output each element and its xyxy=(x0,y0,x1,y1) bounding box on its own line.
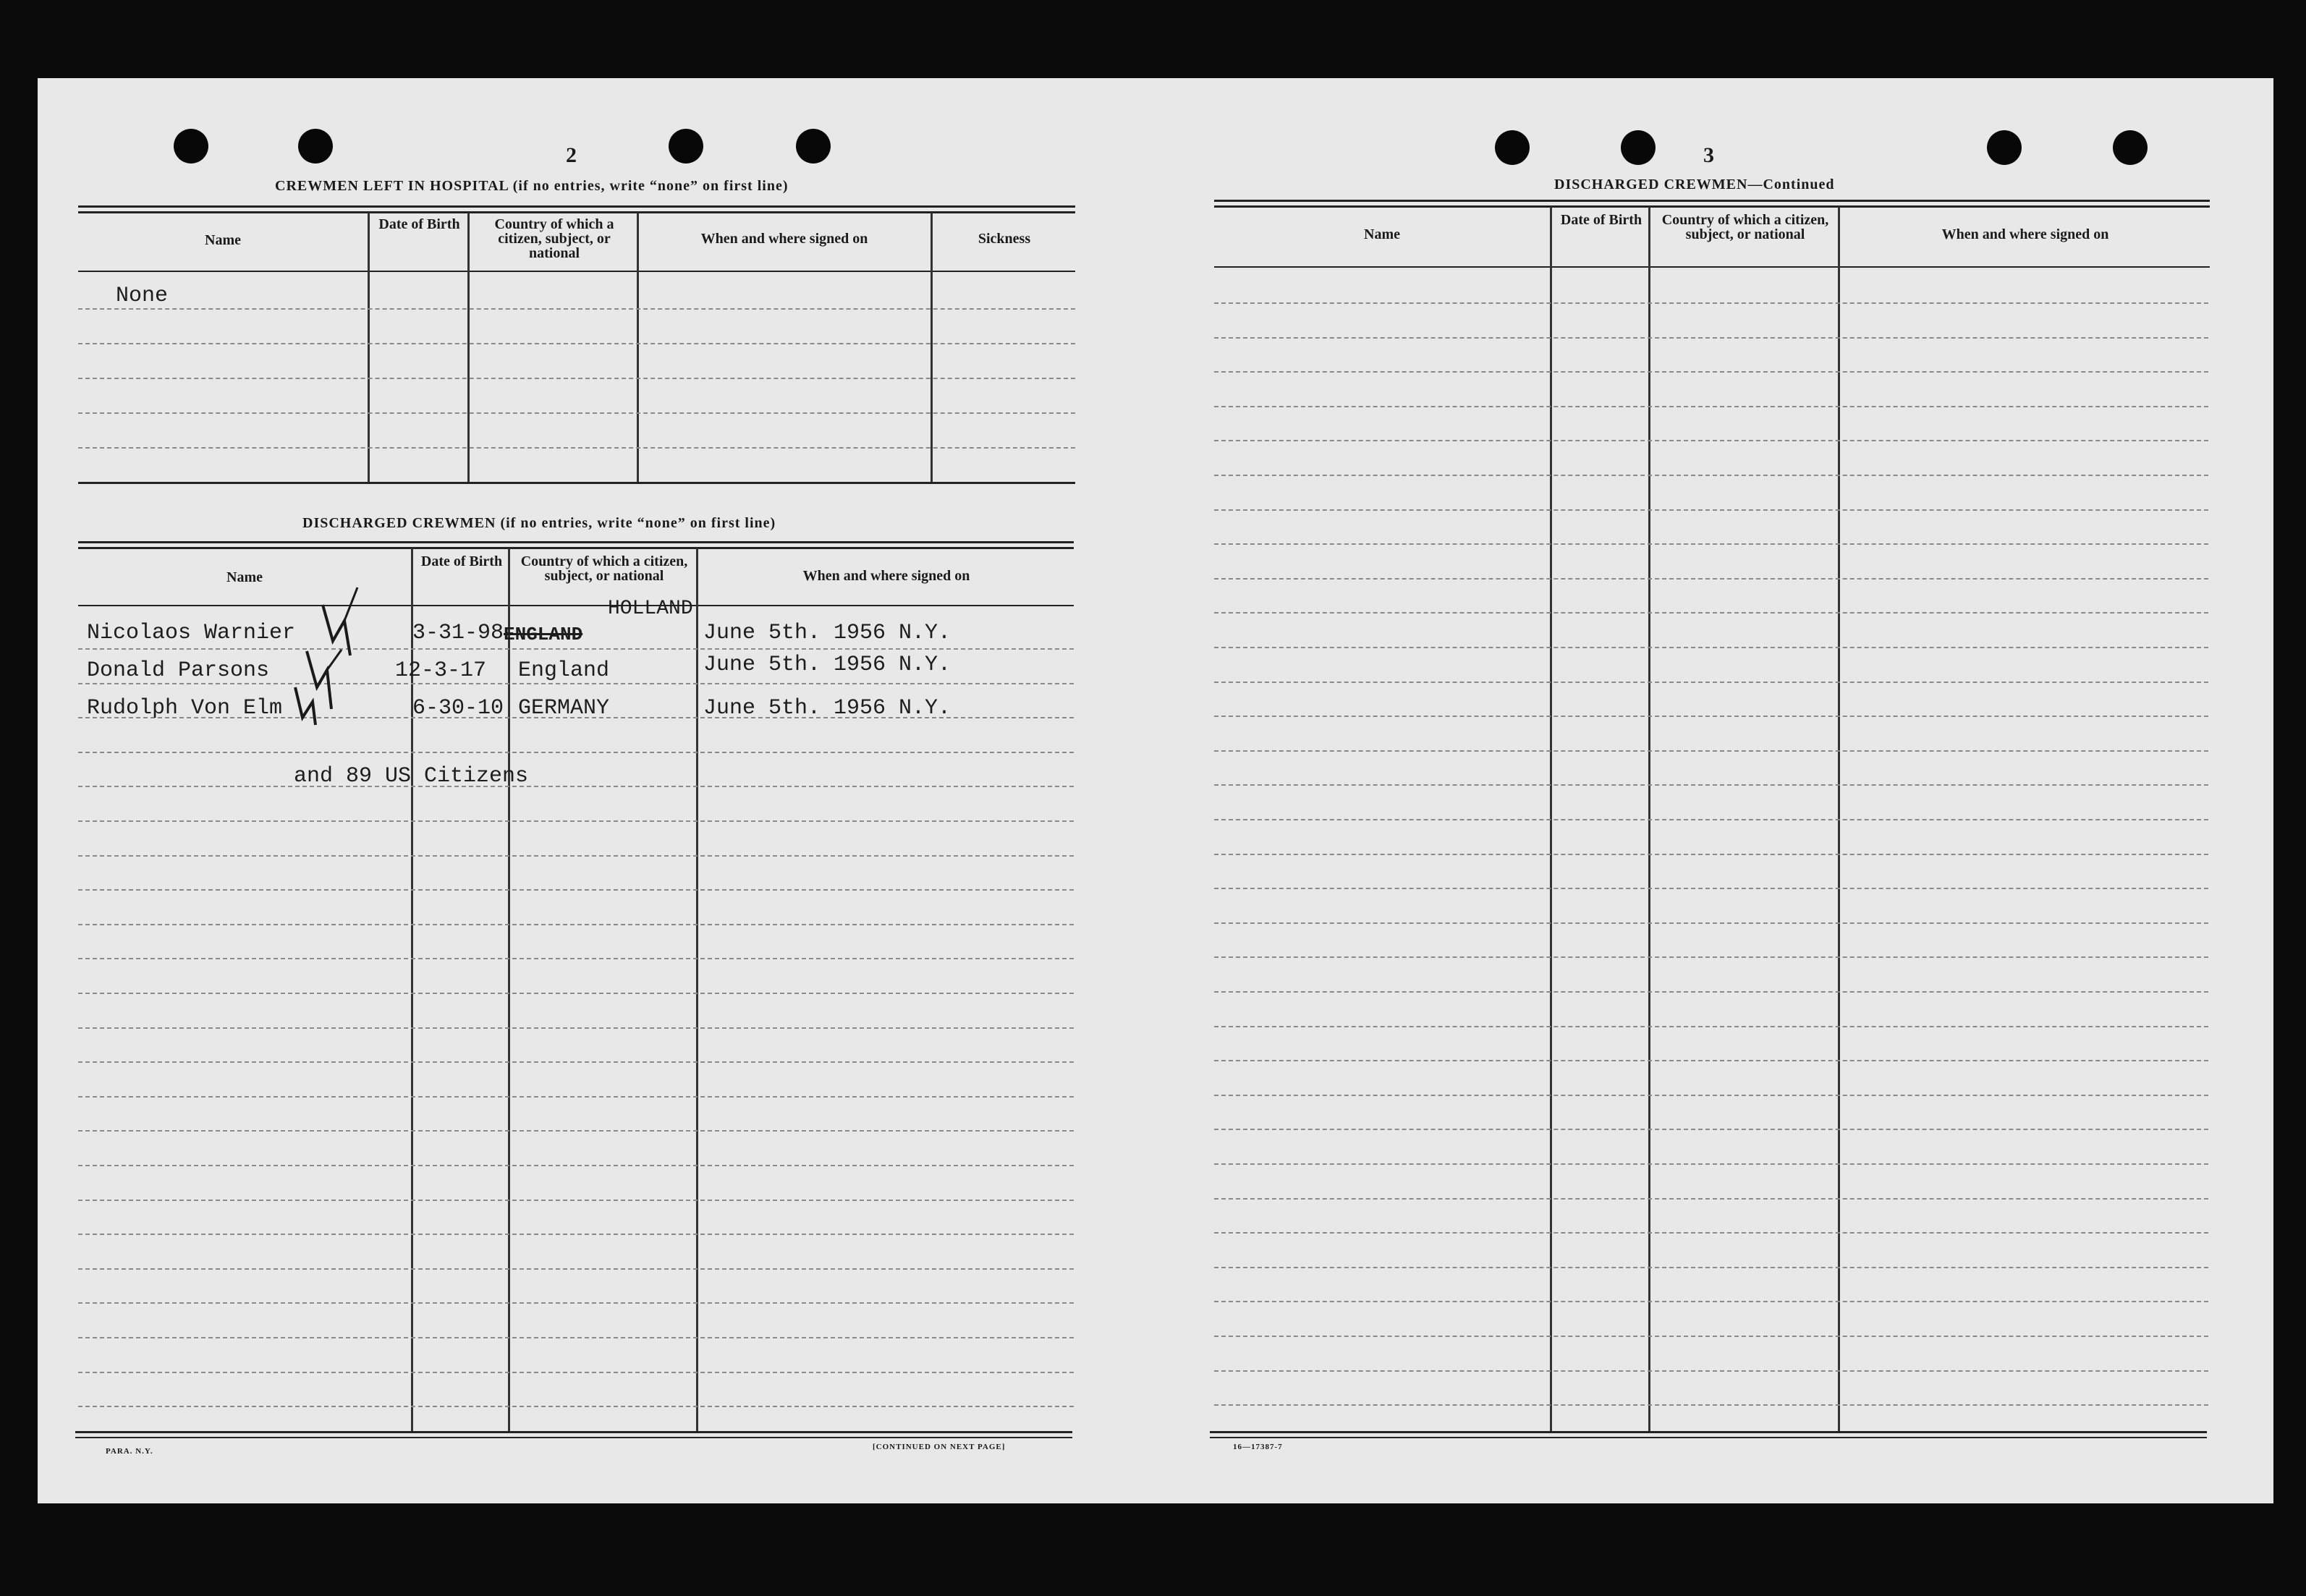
ruled-line xyxy=(78,1302,1074,1304)
punch-hole xyxy=(1621,130,1656,165)
ruled-line xyxy=(1214,440,2208,441)
crew-dob: 12-3-17 xyxy=(395,658,487,683)
col-header-signed-on: When and where signed on xyxy=(700,231,868,247)
discharged-top-rule xyxy=(78,547,1074,549)
discharged-bottom-rule xyxy=(75,1437,1072,1438)
ruled-line xyxy=(1214,784,2208,786)
crew-name: Rudolph Von Elm xyxy=(87,696,283,721)
discharged-bottom-rule xyxy=(75,1431,1072,1433)
ruled-line xyxy=(78,1372,1074,1373)
discharged-header-rule xyxy=(78,605,1074,606)
ruled-line xyxy=(78,378,1075,379)
ruled-line xyxy=(1214,1198,2208,1200)
col-header-country: Country of which a citizen, subject, or national xyxy=(494,216,614,261)
ruled-line xyxy=(1214,371,2208,373)
ruled-line xyxy=(1214,956,2208,958)
ruled-line xyxy=(78,1200,1074,1201)
col-header-name: Name xyxy=(1364,226,1400,242)
ruled-line xyxy=(78,1268,1074,1270)
ruled-line xyxy=(78,1337,1074,1338)
discharged-continued-title: DISCHARGED CREWMEN—Continued xyxy=(1554,177,1835,192)
col-header-name: Name xyxy=(205,232,241,248)
col-header-sickness: Sickness xyxy=(978,231,1031,247)
page-number-right: 3 xyxy=(1703,143,1714,167)
crew-signed-on: June 5th. 1956 N.Y. xyxy=(703,653,951,677)
ruled-line xyxy=(1214,302,2208,304)
ruled-line xyxy=(78,752,1074,753)
ruled-line xyxy=(1214,612,2208,614)
crew-name: Nicolaos Warnier xyxy=(87,621,296,645)
footer-printer-mark: PARA. N.Y. xyxy=(106,1447,153,1456)
ruled-line xyxy=(78,447,1075,449)
ruled-line xyxy=(1214,1060,2208,1061)
footer-continued: [CONTINUED ON NEXT PAGE] xyxy=(873,1443,1006,1451)
ruled-line xyxy=(1214,578,2208,580)
column-divider xyxy=(637,213,639,483)
ruled-line xyxy=(78,343,1075,344)
ruled-line xyxy=(78,1096,1074,1098)
col-header-country: Country of which a citizen, subject, or national xyxy=(520,553,688,584)
column-divider xyxy=(931,213,933,483)
ruled-line xyxy=(78,1165,1074,1166)
col-header-country: Country of which a citizen, subject, or national xyxy=(1661,212,1829,242)
punch-hole xyxy=(669,129,703,164)
discharged-top-rule xyxy=(78,541,1074,543)
ruled-line xyxy=(78,786,1074,787)
citizens-note: and 89 US Citizens xyxy=(294,764,529,789)
ruled-line xyxy=(78,1130,1074,1132)
column-divider xyxy=(467,213,470,483)
crew-country: HOLLAND xyxy=(608,598,693,620)
ruled-line xyxy=(1214,406,2208,407)
column-divider xyxy=(508,548,510,1431)
col-header-signed-on: When and where signed on xyxy=(1941,226,2109,242)
ruled-line xyxy=(1214,1095,2208,1096)
ruled-line xyxy=(1214,1267,2208,1268)
hospital-top-rule xyxy=(78,205,1075,208)
punch-hole xyxy=(1987,130,2022,165)
col-header-dob: Date of Birth xyxy=(1560,212,1642,228)
punch-hole xyxy=(1495,130,1530,165)
page-number-left: 2 xyxy=(566,143,577,167)
ruled-line xyxy=(1214,337,2208,339)
ruled-line xyxy=(1214,1129,2208,1130)
crew-name: Donald Parsons xyxy=(87,658,270,683)
ruled-line xyxy=(78,889,1074,891)
continued-bottom-rule xyxy=(1210,1431,2207,1433)
ruled-line xyxy=(1214,819,2208,820)
col-header-dob: Date of Birth xyxy=(378,216,460,232)
discharged-section-title: DISCHARGED CREWMEN (if no entries, write “none” on first line) xyxy=(302,515,776,531)
ruled-line xyxy=(78,412,1075,414)
crew-dob: 3-31-98 xyxy=(412,621,504,645)
ruled-line xyxy=(78,648,1074,650)
ruled-line xyxy=(1214,854,2208,855)
crew-signed-on: June 5th. 1956 N.Y. xyxy=(703,696,951,721)
ruled-line xyxy=(78,308,1075,310)
ruled-line xyxy=(1214,1370,2208,1372)
punch-hole xyxy=(298,129,333,164)
continued-bottom-rule xyxy=(1210,1437,2207,1438)
column-divider xyxy=(368,213,370,483)
hospital-top-rule xyxy=(78,211,1075,213)
punch-hole xyxy=(796,129,831,164)
column-divider xyxy=(696,548,698,1431)
hospital-header-rule xyxy=(78,271,1075,272)
crew-country-struck: ENGLAND xyxy=(504,624,583,645)
ruled-line xyxy=(1214,1336,2208,1337)
col-header-dob: Date of Birth xyxy=(420,553,503,569)
punch-hole xyxy=(2113,130,2148,165)
ruled-line xyxy=(1214,1404,2208,1406)
check-mark-icon xyxy=(289,680,333,731)
ruled-line xyxy=(1214,716,2208,717)
punch-hole xyxy=(174,129,208,164)
continued-top-rule xyxy=(1214,200,2210,202)
ruled-line xyxy=(78,1406,1074,1407)
col-header-signed-on: When and where signed on xyxy=(802,568,970,584)
manifest-sheet xyxy=(38,78,2273,1503)
ruled-line xyxy=(78,1061,1074,1063)
ruled-line xyxy=(78,924,1074,925)
ruled-line xyxy=(1214,509,2208,511)
crew-dob: 6-30-10 xyxy=(412,696,504,721)
ruled-line xyxy=(78,1027,1074,1029)
col-header-name: Name xyxy=(226,569,263,585)
ruled-line xyxy=(1214,888,2208,889)
ruled-line xyxy=(78,1234,1074,1235)
hospital-section-title: CREWMEN LEFT IN HOSPITAL (if no entries, write “none” on first line) xyxy=(275,178,789,194)
ruled-line xyxy=(1214,1232,2208,1234)
ruled-line xyxy=(78,993,1074,994)
continued-top-rule xyxy=(1214,205,2210,208)
ruled-line xyxy=(1214,1301,2208,1302)
ruled-line xyxy=(1214,1163,2208,1165)
ruled-line xyxy=(1214,543,2208,545)
crew-country: GERMANY xyxy=(518,696,610,721)
hospital-entry: None xyxy=(116,284,169,308)
hospital-bottom-rule xyxy=(78,482,1075,484)
ruled-line xyxy=(78,820,1074,822)
ruled-line xyxy=(78,855,1074,857)
ruled-line xyxy=(1214,475,2208,476)
ruled-line xyxy=(1214,922,2208,924)
ruled-line xyxy=(1214,647,2208,648)
footer-form-number: 16—17387-7 xyxy=(1233,1443,1283,1451)
continued-header-rule xyxy=(1214,266,2210,268)
ruled-line xyxy=(1214,682,2208,683)
ruled-line xyxy=(1214,991,2208,993)
crew-country: England xyxy=(518,658,610,683)
ruled-line xyxy=(1214,750,2208,752)
ruled-line xyxy=(78,958,1074,959)
crew-signed-on: June 5th. 1956 N.Y. xyxy=(703,621,951,645)
ruled-line xyxy=(1214,1026,2208,1027)
